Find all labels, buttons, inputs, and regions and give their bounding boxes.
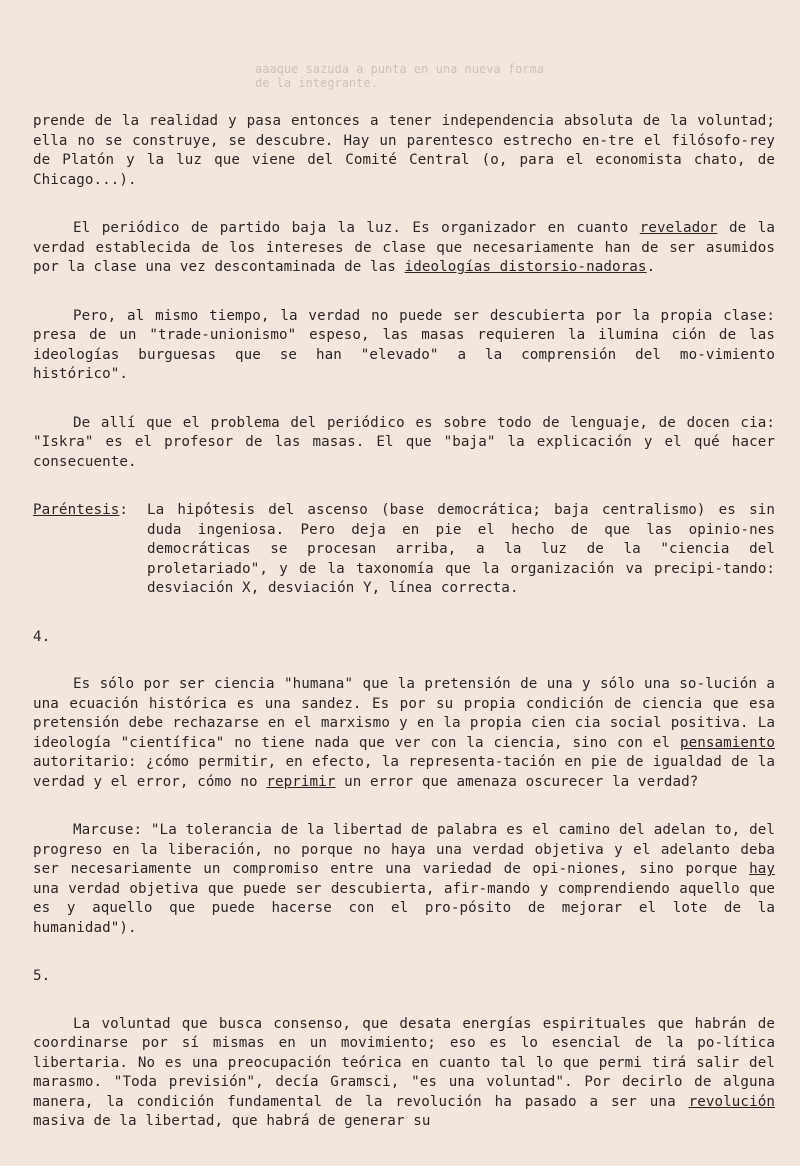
body-text	[33, 112, 775, 1161]
p6-text-b: una verdad objetiva que puede ser descubierta, afir-mando y comprendiendo aquello que es y aquello que puede hacerse con el pro-pósito de mejorar el lote de la humanidad").	[33, 880, 775, 936]
parenthesis-colon: :	[119, 502, 129, 518]
paragraph-3: Pero, al mismo tiempo, la verdad no puede ser descubierta por la propia clase: presa de un "trade-unionismo" espeso, las masas requieren la ilumina ción de las ideologías burguesas que se han "elevado" a la comprensión del mo-vimiento histórico".	[33, 307, 775, 382]
p5-text-b: autoritario: ¿cómo permitir, en efecto, la representa-tación en pie de igualdad de la verdad y el error, cómo no	[33, 754, 775, 790]
p2-underlined-2: ideologías distorsio-nadoras	[404, 259, 647, 275]
p2-text-b: de la verdad establecida de los intereses de clase que necesariamente han de ser asumidos por la clase una vez descontaminada de las	[33, 220, 775, 275]
section-number-4: 4.	[33, 628, 51, 645]
p6-underlined-1: hay	[749, 861, 775, 877]
paragraph-7	[33, 1015, 775, 1132]
paragraph-5	[33, 675, 775, 792]
parenthesis-label-text: Paréntesis	[33, 502, 120, 518]
p2-text-a: El periódico de partido baja la luz. Es organizador en cuanto	[73, 220, 640, 236]
paragraph-4: De allí que el problema del periódico es sobre todo de lenguaje, de docen cia: "Iskra" es el profesor de las masas. El que "baja" la explicación y el qué hacer consecuente.	[33, 414, 775, 470]
parenthesis-text: La hipótesis del ascenso (base democrática; baja centralismo) es sin duda ingeniosa. Pero deja en pie el hecho de que las opinio-nes democráticas se procesan arriba, a la luz de la "ciencia del proletariado", y de la taxonomía que la organización va precipi-tando: desviación X, desviación Y, línea correcta.	[147, 502, 775, 596]
p5-text-a: Es sólo por ser ciencia "humana" que la pretensión de una y sólo una so-lución a una ecuación histórica es una sandez. Es por su propia condición de ciencia que esa pretensión debe rechazarse en el marxismo y en la propia cien cia social positiva. La ideología "científica" no tiene nada que ver con la ciencia, sino con el	[33, 676, 775, 751]
parenthesis-block	[33, 501, 775, 599]
p6-text-a: Marcuse: "La tolerancia de la libertad de palabra es el camino del adelan to, del progreso en la liberación, no porque no haya una verdad objetiva y el adelanto deba ser necesariamente un compromiso entre una variedad de opi-niones, sino porque	[33, 822, 775, 877]
p7-text-b: masiva de la libertad, que habrá de generar su	[33, 1113, 431, 1129]
p5-underlined-2: reprimir	[266, 773, 336, 790]
paragraph-2	[33, 219, 775, 278]
p7-underlined-1: revolución	[688, 1093, 775, 1110]
section-number-5: 5.	[33, 968, 51, 984]
p2-underlined-1: revelador	[639, 220, 718, 236]
p7-text-a: La voluntad que busca consenso, que desata energías espirituales que habrán de coordinarse por sí mismas en un movimiento; eso es lo esencial de la po-lítica libertaria. No es una preocupación teórica en cuanto tal lo que permi tirá salir del marasmo. "Toda previsión", decía Gramsci, "es una voluntad". Por decirlo de alguna manera, la condición fundamental de la revolución ha pasado a ser una	[33, 1015, 775, 1110]
p5-underlined-1: pensamiento	[679, 734, 775, 751]
bleed-through-text: aaaque sazuda a punta en una nueva forma de la integrante.	[255, 62, 544, 90]
p2-text-c: .	[646, 259, 656, 275]
paragraph-6	[33, 821, 775, 938]
paragraph-1: prende de la realidad y pasa entonces a tener independencia absoluta de la voluntad; ella no se construye, se descubre. Hay un parentesco estrecho en-tre el filósofo-rey de Platón y la luz que viene del Comité Central (o, para el economista chato, de Chicago...).	[33, 113, 775, 188]
parenthesis-label	[33, 501, 147, 599]
p5-text-c: un error que amenaza oscurecer la verdad?	[335, 773, 699, 790]
